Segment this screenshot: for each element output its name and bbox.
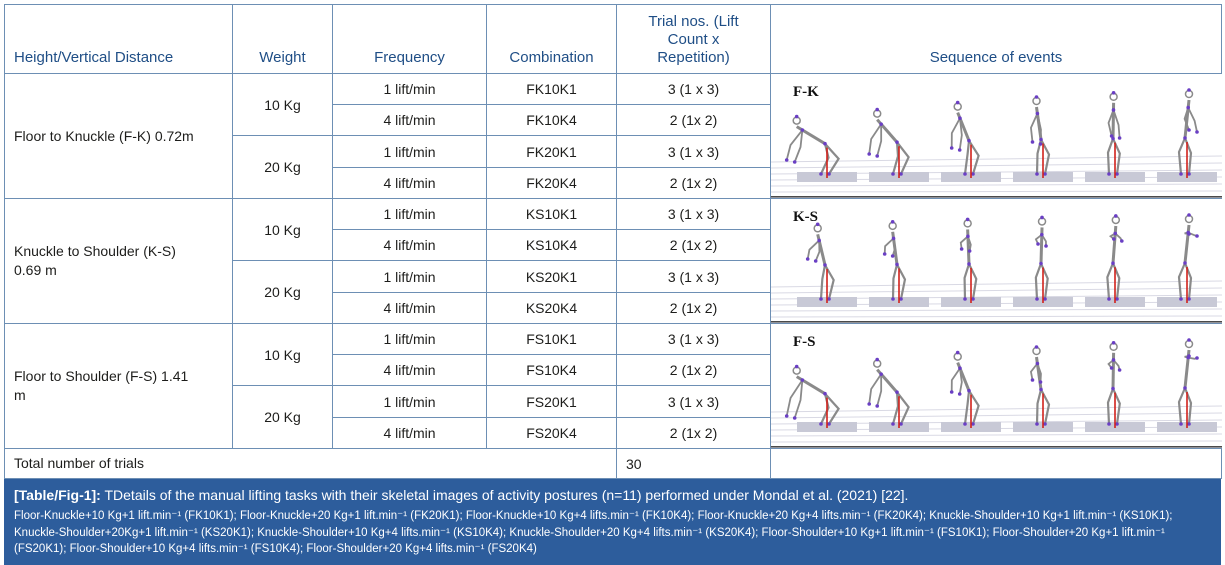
skeleton-joint <box>895 263 899 267</box>
height-category-cell <box>5 74 233 199</box>
skeleton-leg <box>1113 389 1120 424</box>
skeleton-figure <box>867 108 908 178</box>
sequence-panel-label: K-S <box>793 209 819 225</box>
skeleton-joint <box>1195 130 1199 134</box>
header-combination: Combination <box>487 5 617 74</box>
skeleton-arm <box>1031 364 1037 381</box>
skeleton-joint <box>793 416 797 420</box>
combination-cell: FK20K4 <box>487 168 617 199</box>
skeleton-joint <box>1179 422 1183 426</box>
table-row <box>5 324 1222 355</box>
caption-title-line <box>14 486 1211 505</box>
header-sequence: Sequence of events <box>771 5 1222 74</box>
skeleton-joint <box>1120 239 1124 243</box>
skeleton-joint <box>1111 387 1115 391</box>
floor-grid-line <box>771 434 1222 436</box>
skeleton-joint <box>1035 345 1039 349</box>
trials-cell: 2 (1x 2) <box>617 105 771 136</box>
skeleton-joint <box>963 297 967 301</box>
floor-grid-line <box>771 316 1222 317</box>
skeleton-torso <box>1185 225 1189 263</box>
skeleton-joint <box>960 247 964 251</box>
skeleton-joint <box>1112 358 1116 362</box>
skeleton-leg <box>821 265 825 299</box>
skeleton-joint <box>1111 137 1115 141</box>
skeleton-leg <box>1107 263 1113 299</box>
skeleton-joint <box>1118 136 1122 140</box>
skeleton-joint <box>1195 356 1199 360</box>
combination-cell: FS10K1 <box>487 324 617 355</box>
skeleton-joint <box>819 297 823 301</box>
skeleton-joint <box>1035 422 1039 426</box>
frequency-cell: 1 lift/min <box>333 199 487 230</box>
skeleton-joint <box>966 235 970 239</box>
sequence-image-cell <box>771 199 1222 324</box>
trials-cell: 2 (1x 2) <box>617 168 771 199</box>
skeleton-leg <box>1037 390 1041 425</box>
header-trials <box>617 5 771 74</box>
floor-grid-line <box>771 288 1222 293</box>
skeleton-joint <box>1040 216 1044 220</box>
skeleton-joint <box>785 158 789 162</box>
skeleton-sequence-drawing <box>771 199 1222 323</box>
lifting-tasks-table <box>4 4 1222 479</box>
sequence-image-cell <box>771 324 1222 449</box>
combination-cell: FK10K1 <box>487 74 617 105</box>
skeleton-figure <box>1107 341 1121 428</box>
skeleton-joint <box>892 237 896 241</box>
total-label: Total number of trials <box>5 449 617 479</box>
skeleton-leg <box>1041 264 1048 299</box>
caption-title: TDetails of the manual lifting tasks with their skeletal images of activity postures (n=11) performed under Mondal et al. (2021) [22]. <box>100 487 909 503</box>
skeleton-figure <box>1179 88 1199 178</box>
table-row <box>5 199 1222 230</box>
skeleton-joint <box>879 372 883 376</box>
skeleton-joint <box>801 128 805 132</box>
skeleton-joint <box>1183 261 1187 265</box>
skeleton-joint <box>967 262 971 266</box>
skeleton-joint <box>1187 213 1191 217</box>
skeleton-joint <box>875 108 879 112</box>
skeleton-joint <box>819 172 823 176</box>
skeleton-joint <box>867 402 871 406</box>
skeleton-joint <box>883 252 887 256</box>
skeleton-joint <box>1187 232 1191 236</box>
frequency-cell: 1 lift/min <box>333 386 487 418</box>
skeleton-figure <box>806 223 834 303</box>
header-weight: Weight <box>233 5 333 74</box>
total-value: 30 <box>617 449 771 479</box>
skeleton-leg <box>1179 388 1185 424</box>
skeleton-joint <box>823 142 827 146</box>
skeleton-joint <box>817 239 821 243</box>
trials-cell: 3 (1 x 3) <box>617 324 771 355</box>
skeleton-joint <box>1035 95 1039 99</box>
skeleton-joint <box>891 220 895 224</box>
skeleton-leg <box>1179 263 1185 299</box>
skeleton-joint <box>963 422 967 426</box>
skeleton-joint <box>891 172 895 176</box>
floor-grid-line <box>771 441 1222 442</box>
weight-cell: 10 Kg <box>233 74 333 136</box>
skeleton-leg <box>1113 139 1120 174</box>
skeleton-joint <box>891 254 895 258</box>
skeleton-joint <box>958 116 962 120</box>
header-frequency: Frequency <box>333 5 487 74</box>
skeleton-joint <box>806 257 810 261</box>
combination-cell: KS20K4 <box>487 293 617 324</box>
skeleton-joint <box>891 422 895 426</box>
skeleton-arm <box>1031 114 1037 143</box>
skeleton-joint <box>1179 297 1183 301</box>
skeleton-leg <box>1108 139 1113 174</box>
skeleton-joint <box>819 422 823 426</box>
skeleton-joint <box>1036 242 1040 246</box>
combination-cell: KS10K1 <box>487 199 617 230</box>
frequency-cell: 4 lift/min <box>333 230 487 261</box>
skeleton-sequence-image <box>771 74 1222 198</box>
skeleton-joint <box>823 392 827 396</box>
skeleton-joint <box>1107 297 1111 301</box>
sequence-panel-label: F-K <box>793 84 819 100</box>
skeleton-figure <box>1107 91 1121 178</box>
skeleton-leg <box>965 264 969 299</box>
skeleton-torso <box>1113 226 1116 263</box>
skeleton-joint <box>1187 338 1191 342</box>
skeleton-leg <box>897 264 905 299</box>
trials-cell: 2 (1x 2) <box>617 355 771 386</box>
skeleton-joint <box>785 414 789 418</box>
skeleton-figure <box>883 220 905 303</box>
skeleton-joint <box>875 358 879 362</box>
skeleton-joint <box>956 101 960 105</box>
skeleton-joint <box>1110 366 1114 370</box>
skeleton-joint <box>1044 244 1048 248</box>
table-row <box>5 74 1222 105</box>
skeleton-joint <box>879 122 883 126</box>
skeleton-joint <box>1112 91 1116 95</box>
trials-cell: 2 (1x 2) <box>617 230 771 261</box>
trials-cell: 2 (1x 2) <box>617 418 771 449</box>
height-category-cell <box>5 199 233 324</box>
skeleton-arm <box>952 118 960 148</box>
skeleton-joint <box>958 148 962 152</box>
weight-cell: 10 Kg <box>233 199 333 261</box>
skeleton-joint <box>1031 378 1035 382</box>
combination-cell: KS20K1 <box>487 261 617 293</box>
header-row <box>5 5 1222 74</box>
skeleton-joint <box>956 351 960 355</box>
caption-tag: [Table/Fig-1]: <box>14 487 101 503</box>
skeleton-joint <box>895 390 899 394</box>
frequency-cell: 1 lift/min <box>333 136 487 168</box>
skeleton-arm <box>952 368 960 392</box>
skeleton-leg <box>1041 390 1049 425</box>
weight-cell: 20 Kg <box>233 386 333 449</box>
weight-cell: 10 Kg <box>233 324 333 386</box>
trials-cell: 3 (1 x 3) <box>617 261 771 293</box>
frequency-cell: 4 lift/min <box>333 168 487 199</box>
skeleton-joint <box>958 366 962 370</box>
floor-grid-line <box>771 184 1222 186</box>
skeleton-joint <box>891 297 895 301</box>
skeleton-joint <box>1039 380 1043 384</box>
header-trials-line3: Repetition) <box>657 49 730 66</box>
caption-body: Floor-Knuckle+10 Kg+1 lift.min⁻¹ (FK10K1); Floor-Knuckle+20 Kg+1 lift.min⁻¹ (FK20K1); Floor-Knuckle+10 Kg+4 lifts.min⁻¹ (FK10K4); Floor-Knuckle+20 Kg+4 lifts.min⁻¹ (FK20K4); Knuckle-Shoulder+10 Kg+1 lift.min⁻¹ (KS10K1); Knuckle-Shoulder+20Kg+1 lift.min⁻¹ (KS20K1); Knuckle-Shoulder+10 Kg+4 lifts.min⁻¹ (KS10K4); Knuckle-Shoulder+20 Kg+4 lifts.min⁻¹ (KS20K4); Floor-Shoulder+10 Kg+1 lift.min⁻¹ (FS10K1); Floor-Shoulder+20 Kg+1 lift.min⁻¹ (FS20K1); Floor-Shoulder+10 Kg+4 lifts.min⁻¹ (FS10K4); Floor-Shoulder+20 Kg+4 lifts.min⁻¹ (FS20K4) <box>14 510 1173 555</box>
skeleton-joint <box>875 404 879 408</box>
floor-grid-line <box>771 281 1222 287</box>
combination-cell: FS20K4 <box>487 418 617 449</box>
frequency-cell: 4 lift/min <box>333 293 487 324</box>
header-height: Height/Vertical Distance <box>5 5 233 74</box>
skeleton-joint <box>967 139 971 143</box>
trials-cell: 3 (1 x 3) <box>617 199 771 230</box>
skeleton-joint <box>1035 297 1039 301</box>
figure <box>4 4 1221 565</box>
skeleton-joint <box>895 140 899 144</box>
skeleton-leg <box>1179 138 1185 174</box>
skeleton-joint <box>1114 214 1118 218</box>
skeleton-joint <box>967 389 971 393</box>
frequency-cell: 4 lift/min <box>333 105 487 136</box>
skeleton-joint <box>793 160 797 164</box>
skeleton-joint <box>950 390 954 394</box>
skeleton-joint <box>968 249 972 253</box>
skeleton-arm <box>885 238 894 254</box>
combination-cell: KS10K4 <box>487 230 617 261</box>
skeleton-joint <box>795 115 799 119</box>
skeleton-leg <box>893 264 897 299</box>
height-category-line2: m <box>14 387 26 403</box>
skeleton-joint <box>1183 136 1187 140</box>
skeleton-joint <box>1039 138 1043 142</box>
height-category-line1: Knuckle to Shoulder (K-S) <box>14 243 176 259</box>
skeleton-joint <box>1112 108 1116 112</box>
skeleton-joint <box>1039 262 1043 266</box>
floor-grid-line <box>771 309 1222 311</box>
floor-grid-line <box>771 191 1222 192</box>
skeleton-joint <box>1031 140 1035 144</box>
combination-cell: FS10K4 <box>487 355 617 386</box>
skeleton-leg <box>1113 263 1119 299</box>
skeleton-figure <box>785 365 839 428</box>
skeleton-joint <box>1186 106 1190 110</box>
skeleton-joint <box>1039 142 1043 146</box>
skeleton-figure <box>785 115 839 178</box>
trials-cell: 3 (1 x 3) <box>617 386 771 418</box>
frequency-cell: 1 lift/min <box>333 324 487 355</box>
skeleton-joint <box>1183 386 1187 390</box>
skeleton-joint <box>823 263 827 267</box>
skeleton-leg <box>893 142 898 174</box>
frequency-cell: 4 lift/min <box>333 418 487 449</box>
floor-grid-line <box>771 413 1222 418</box>
height-category-line1: Floor to Shoulder (F-S) 1.41 <box>14 368 189 384</box>
header-trials-line1: Trial nos. (Lift <box>648 13 739 30</box>
skeleton-leg <box>965 141 969 174</box>
skeleton-sequence-image <box>771 199 1222 323</box>
trials-cell: 3 (1 x 3) <box>617 74 771 105</box>
skeleton-joint <box>795 365 799 369</box>
skeleton-joint <box>1113 232 1117 236</box>
skeleton-leg <box>1041 140 1049 175</box>
skeleton-joint <box>867 152 871 156</box>
trials-cell: 2 (1x 2) <box>617 293 771 324</box>
skeleton-joint <box>1111 261 1115 265</box>
skeleton-joint <box>875 154 879 158</box>
skeleton-joint <box>950 146 954 150</box>
skeleton-joint <box>963 172 967 176</box>
sequence-panel-label: F-S <box>793 334 816 350</box>
skeleton-joint <box>1179 172 1183 176</box>
skeleton-sequence-drawing <box>771 324 1222 448</box>
total-empty-cell <box>771 449 1222 479</box>
skeleton-joint <box>801 378 805 382</box>
skeleton-joint <box>1112 341 1116 345</box>
trials-cell: 3 (1 x 3) <box>617 136 771 168</box>
skeleton-figure <box>960 218 976 303</box>
skeleton-sequence-drawing <box>771 74 1222 198</box>
weight-cell: 20 Kg <box>233 136 333 199</box>
skeleton-joint <box>1187 128 1191 132</box>
skeleton-joint <box>1036 362 1040 366</box>
sequence-image-cell <box>771 74 1222 199</box>
height-category-line2: 0.69 m <box>14 262 57 278</box>
header-trials-line2: Count x <box>667 31 720 48</box>
skeleton-figure <box>1179 213 1199 303</box>
skeleton-joint <box>1118 368 1122 372</box>
total-row <box>5 449 1222 479</box>
skeleton-joint <box>1187 88 1191 92</box>
skeleton-sequence-image <box>771 324 1222 448</box>
skeleton-torso <box>1041 227 1042 263</box>
skeleton-joint <box>1035 172 1039 176</box>
height-category-line1: Floor to Knuckle (F-K) 0.72m <box>14 127 194 144</box>
frequency-cell: 1 lift/min <box>333 261 487 293</box>
skeleton-joint <box>1187 354 1191 358</box>
height-category-cell <box>5 324 233 449</box>
skeleton-leg <box>969 264 976 299</box>
skeleton-joint <box>1112 237 1116 241</box>
skeleton-joint <box>1040 233 1044 237</box>
skeleton-joint <box>1195 234 1199 238</box>
skeleton-leg <box>1108 389 1113 424</box>
skeleton-leg <box>893 392 898 424</box>
floor-grid-line <box>771 163 1222 168</box>
skeleton-joint <box>814 259 818 263</box>
combination-cell: FS20K1 <box>487 386 617 418</box>
skeleton-joint <box>958 392 962 396</box>
skeleton-leg <box>1036 264 1041 299</box>
skeleton-joint <box>1036 112 1040 116</box>
frequency-cell: 1 lift/min <box>333 74 487 105</box>
combination-cell: FK20K1 <box>487 136 617 168</box>
skeleton-figure <box>1179 338 1199 428</box>
figure-caption <box>4 479 1221 565</box>
skeleton-joint <box>1039 388 1043 392</box>
combination-cell: FK10K4 <box>487 105 617 136</box>
skeleton-joint <box>1107 172 1111 176</box>
skeleton-joint <box>1107 422 1111 426</box>
weight-cell: 20 Kg <box>233 261 333 324</box>
frequency-cell: 4 lift/min <box>333 355 487 386</box>
skeleton-joint <box>966 218 970 222</box>
skeleton-figure <box>867 358 908 428</box>
skeleton-leg <box>965 391 969 424</box>
